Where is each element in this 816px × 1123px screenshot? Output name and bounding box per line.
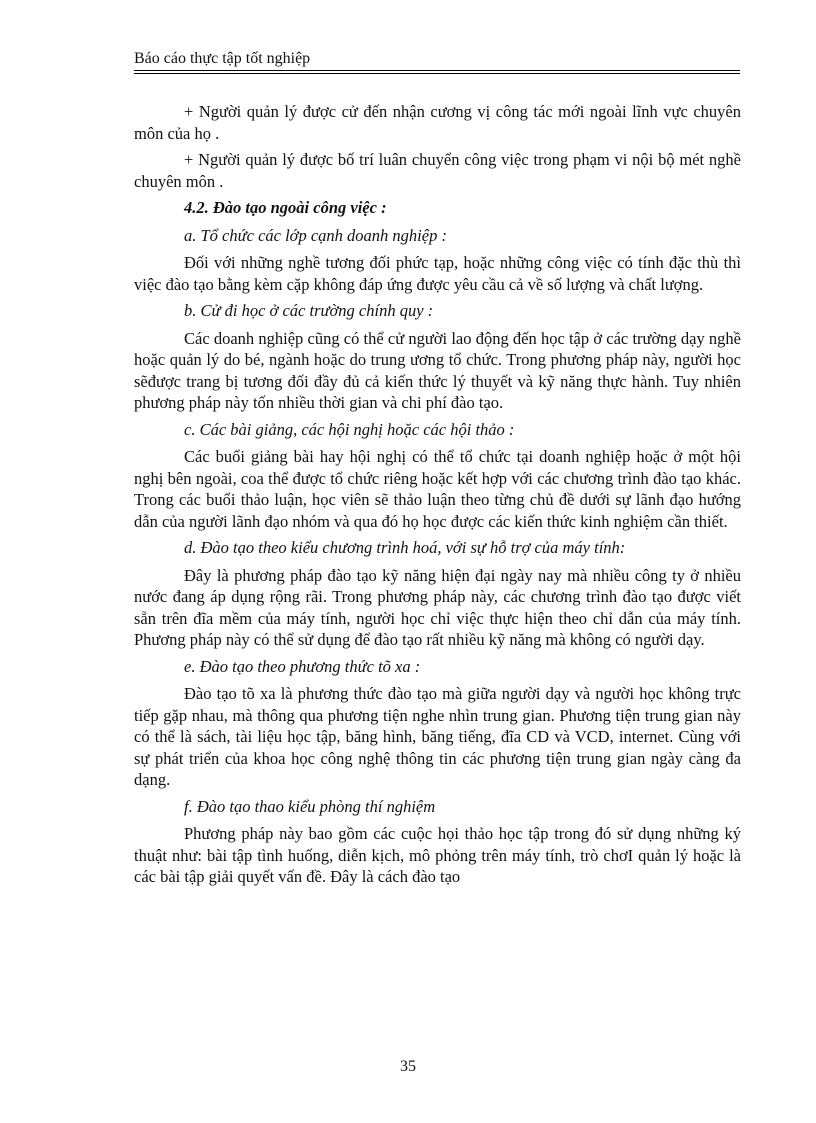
section-heading: 4.2. Đào tạo ngoài công việc : — [184, 198, 387, 217]
paragraph: Đối với những nghề tương đối phức tạp, hoặc những công việc có tính đặc thù thì việc đào tạo bằng kèm cặp không đáp ứng được yêu cầu cả về số lượng và chất lượng. — [134, 253, 741, 294]
paragraph: Đào tạo tõ xa là phương thức đào tạo mà giữa người dạy và người học không trực tiếp gặp nhau, mà thông qua phương tiện nghe nhìn trung gian. Phương tiện trung gian này có thể là sách, tài liệu học tập, băng hình, băng tiếng, đĩa CD và VCD, internet. Cùng với sự phát triển của khoa học công nghệ thông tin các phương tiện trung gian ngày càng đa dạng. — [134, 684, 741, 789]
subsection-heading: c. Các bài giảng, các hội nghị hoặc các hội thảo : — [184, 419, 515, 439]
page-number: 35 — [400, 1058, 416, 1075]
paragraph: + Người quản lý được cử đến nhận cương vị công tác mới ngoài lĩnh vực chuyên môn của họ . — [134, 102, 741, 143]
subsection-heading: f. Đào tạo thao kiểu phòng thí nghiệm — [184, 796, 436, 816]
header-rule-top — [134, 70, 740, 71]
subsection-heading: b. Cử đi học ở các trường chính quy : — [184, 301, 434, 320]
running-header: Báo cáo thực tập tốt nghiệp — [134, 50, 311, 67]
page-body — [134, 101, 741, 893]
paragraph: Các buổi giảng bài hay hội nghị có thể tổ chức tại doanh nghiệp hoặc ở một hội nghị bên ngoài, coa thể được tổ chức riêng hoặc kết hợp với các chương trình đào tạo khác. Trong các buổi thảo luận, học viên sẽ thảo luận theo từng chủ đề dưới sự lãnh đạo hướng dẫn của người lãnh đạo nhóm và qua đó họ học được các kiến thức kinh nghiệm cần thiết. — [134, 447, 741, 531]
paragraph: + Người quản lý được bố trí luân chuyển công việc trong phạm vi nội bộ mét nghề chuyên môn . — [134, 150, 741, 191]
subsection-heading: a. Tổ chức các lớp cạnh doanh nghiệp : — [184, 225, 447, 245]
paragraph: Phương pháp này bao gồm các cuộc họi thảo học tập trong đó sử dụng những ký thuật như: bài tập tình huống, diễn kịch, mô phỏng trên máy tính, trò chơI quản lý hoặc là các bài tập giải quyết vấn đề. Đây là cách đào tạo — [134, 824, 741, 886]
subsection-heading: e. Đào tạo theo phương thức tõ xa : — [184, 656, 421, 676]
paragraph: Các doanh nghiệp cũng có thể cử người lao động đến học tập ở các trường dạy nghề hoặc quản lý do bé, ngành hoặc do trung ương tổ chức. Trong phương pháp này, người học sẽđược trang bị tương đối đầy đủ cả kiến thức lý thuyết và kỹ năng thực hành. Tuy nhiên phương pháp này tốn nhiều thời gian và chi phí đào tạo. — [134, 328, 741, 412]
subsection-heading: d. Đào tạo theo kiểu chương trình hoá, với sự hỗ trợ của máy tính: — [184, 538, 626, 557]
paragraph: Đây là phương pháp đào tạo kỹ năng hiện đại ngày nay mà nhiều công ty ở nhiều nước đang áp dụng rộng rãi. Trong phương pháp này, các chương trình đào tạo được viết sẵn trên đĩa mềm của máy tính, người học chỉ việc thực hiện theo chỉ dẫn của máy tính. Phương pháp này có thể sử dụng để đào tạo rất nhiều kỹ năng mà không có người dạy. — [134, 565, 741, 649]
header-rule-bottom — [134, 73, 740, 74]
